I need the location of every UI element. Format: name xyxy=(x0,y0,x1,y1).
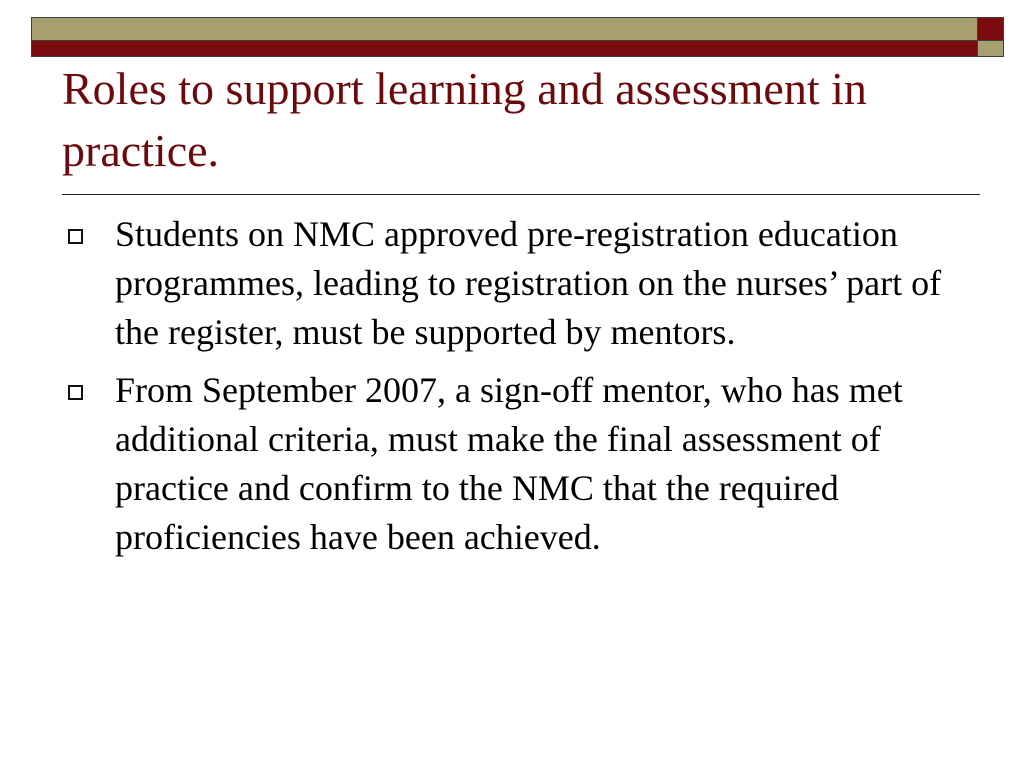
slide-title: Roles to support learning and assessment in practice. xyxy=(62,63,867,176)
bullet-item xyxy=(62,366,972,562)
header-maroon-square xyxy=(977,17,1004,41)
hollow-square-bullet-icon xyxy=(68,385,83,400)
header-olive-square xyxy=(977,41,1004,57)
header-maroon-bar xyxy=(31,41,978,57)
title-divider xyxy=(62,194,980,195)
hollow-square-bullet-icon xyxy=(68,229,83,244)
bullet-text: Students on NMC approved pre-registration education programmes, leading to registration on the nurses’ part of the register, must be supported by mentors. xyxy=(115,214,942,352)
bullet-item xyxy=(62,210,972,357)
header-olive-bar xyxy=(31,17,978,41)
bullet-text: From September 2007, a sign-off mentor, who has met additional criteria, must make the final assessment of practice and confirm to the NMC that the required proficiencies have been achieved. xyxy=(115,370,903,557)
bullet-list xyxy=(62,210,972,571)
